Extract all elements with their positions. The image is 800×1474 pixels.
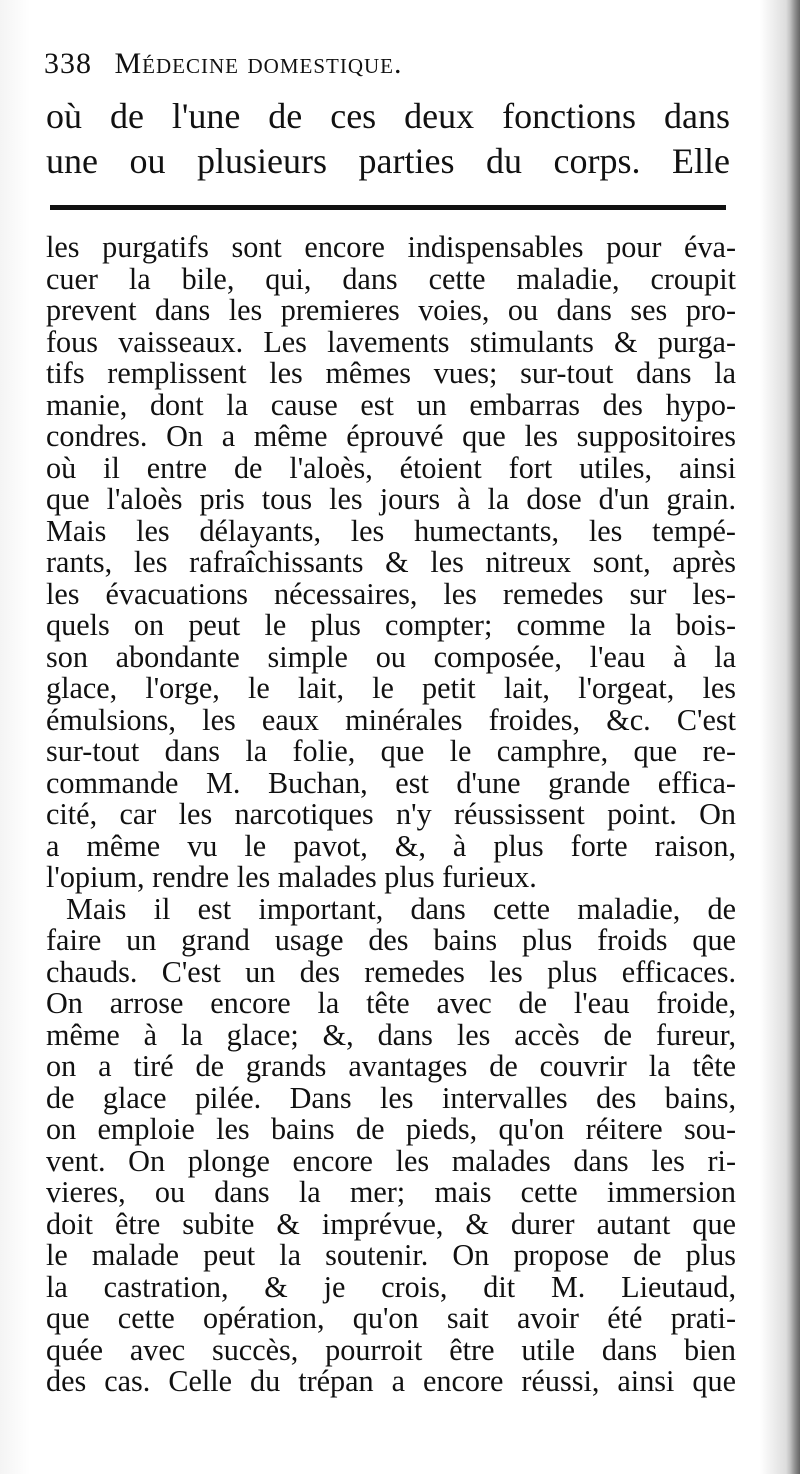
text-line: quels on peut le plus compter; comme la bois- [46, 608, 736, 642]
running-title: Médecine domestique. [114, 47, 403, 80]
text-line: fous vaisseaux. Les lavements stimulants & purga- [46, 324, 736, 359]
text-line: quée avec succès, pourroit être utile dans bien [46, 1332, 736, 1367]
text-line: vieres, ou dans la mer; mais cette immersion [46, 1175, 736, 1209]
intro-line: une ou plusieurs parties du corps. Elle [46, 141, 730, 181]
text-line: des cas. Celle du trépan a encore réussi, ainsi que [46, 1364, 736, 1398]
text-line: faire un grand usage des bains plus froids que [46, 923, 736, 957]
text-line: on emploie les bains de pieds, qu'on réitere sou- [46, 1112, 736, 1146]
text-line: doit être subite & imprévue, & durer autant que [46, 1206, 736, 1241]
running-header [44, 44, 764, 84]
text-line: On arrose encore la tête avec de l'eau froide, [46, 986, 736, 1020]
text-line: que l'aloès pris tous les jours à la dose d'un grain. [46, 482, 736, 516]
text-line: les évacuations nécessaires, les remedes sur les- [46, 576, 736, 611]
text-line: les purgatifs sont encore indispensables pour éva- [46, 230, 736, 264]
text-line: on a tiré de grands avantages de couvrir la tête [46, 1049, 736, 1083]
text-line: la castration, & je crois, dit M. Lieutaud, [46, 1269, 736, 1304]
text-line: prevent dans les premieres voies, ou dans ses pro- [46, 293, 736, 327]
text-line: le malade peut la soutenir. On propose de plus [46, 1238, 736, 1272]
text-line: rants, les rafraîchissants & les nitreux sont, après [46, 545, 736, 579]
body-text [46, 232, 736, 1398]
text-line: même à la glace; &, dans les accès de fureur, [46, 1017, 736, 1052]
text-line: cité, car les narcotiques n'y réussissent point. On [46, 797, 736, 831]
text-line: manie, dont la cause est un embarras des hypo- [46, 387, 736, 422]
text-line: vent. On plonge encore les malades dans les ri- [46, 1143, 736, 1178]
intro-line: où de l'une de ces deux fonctions dans [46, 96, 730, 136]
text-line: son abondante simple ou composée, l'eau à la [46, 639, 736, 674]
text-line: cuer la bile, qui, dans cette maladie, croupit [46, 261, 736, 296]
text-line: émulsions, les eaux minérales froides, &c. C'est [46, 702, 736, 737]
text-line: sur-tout dans la folie, que le camphre, que re- [46, 734, 736, 768]
page-edge-shadow [786, 0, 800, 1474]
text-line: commande M. Buchan, est d'une grande effica- [46, 765, 736, 800]
text-line: de glace pilée. Dans les intervalles des bains, [46, 1080, 736, 1115]
text-line: tifs remplissent les mêmes vues; sur-tout dans la [46, 356, 736, 390]
text-line: l'opium, rendre les malades plus furieux. [46, 860, 537, 894]
text-line: Mais il est important, dans cette maladie, de [66, 891, 736, 926]
text-line: a même vu le pavot, &, à plus forte raison, [46, 828, 736, 863]
text-line: chauds. C'est un des remedes les plus efficaces. [46, 954, 736, 989]
horizontal-rule [50, 205, 726, 210]
intro-paragraph [46, 94, 730, 184]
text-line: où il entre de l'aloès, étoient fort utiles, ainsi [46, 450, 736, 485]
text-line: que cette opération, qu'on sait avoir été prati- [46, 1301, 736, 1335]
text-line: glace, l'orge, le lait, le petit lait, l'orgeat, les [46, 671, 736, 705]
text-line: Mais les délayants, les humectants, les tempé- [46, 513, 736, 548]
page-number: 338 [44, 47, 92, 80]
text-line: condres. On a même éprouvé que les suppositoires [46, 419, 736, 453]
